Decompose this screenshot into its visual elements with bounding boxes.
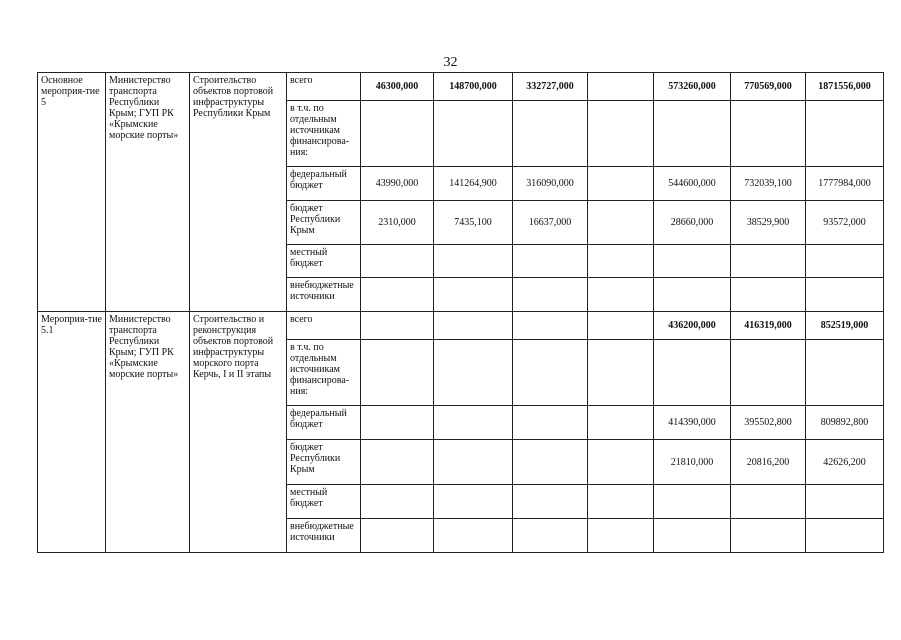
value-cell (513, 440, 588, 485)
value-cell (806, 485, 884, 519)
value-cell: 852519,000 (806, 312, 884, 340)
value-cell (513, 340, 588, 406)
value-cell (434, 406, 513, 440)
value-cell: 316090,000 (513, 167, 588, 201)
funding-source-cell: внебюджетные источники (287, 519, 361, 553)
value-cell (654, 278, 731, 312)
value-cell (654, 340, 731, 406)
value-cell (513, 519, 588, 553)
value-cell (588, 485, 654, 519)
value-cell: 38529,900 (731, 201, 806, 245)
value-cell (588, 312, 654, 340)
value-cell (806, 519, 884, 553)
funding-source-cell: федеральный бюджет (287, 406, 361, 440)
value-cell: 148700,000 (434, 73, 513, 101)
value-cell (361, 278, 434, 312)
value-cell (806, 340, 884, 406)
value-cell: 2310,000 (361, 201, 434, 245)
funding-source-cell: бюджет Республики Крым (287, 440, 361, 485)
value-cell (513, 312, 588, 340)
value-cell (513, 278, 588, 312)
value-cell (731, 485, 806, 519)
value-cell: 21810,000 (654, 440, 731, 485)
value-cell (731, 101, 806, 167)
value-cell: 93572,000 (806, 201, 884, 245)
value-cell (588, 167, 654, 201)
funding-source-cell: внебюджетные источники (287, 278, 361, 312)
value-cell: 573260,000 (654, 73, 731, 101)
budget-table (37, 72, 884, 553)
value-cell (654, 101, 731, 167)
value-cell (654, 245, 731, 278)
value-cell (588, 73, 654, 101)
funding-source-cell: в т.ч. по отдельным источникам финансирова-ния: (287, 340, 361, 406)
value-cell (731, 245, 806, 278)
value-cell: 28660,000 (654, 201, 731, 245)
value-cell: 732039,100 (731, 167, 806, 201)
value-cell: 42626,200 (806, 440, 884, 485)
value-cell (731, 519, 806, 553)
value-cell (731, 340, 806, 406)
value-cell: 332727,000 (513, 73, 588, 101)
value-cell (361, 101, 434, 167)
measure-cell: Основное мероприя-тие 5 (38, 73, 106, 312)
value-cell (434, 278, 513, 312)
value-cell (588, 340, 654, 406)
value-cell: 395502,800 (731, 406, 806, 440)
page-number: 32 (443, 55, 458, 70)
value-cell: 414390,000 (654, 406, 731, 440)
value-cell: 544600,000 (654, 167, 731, 201)
value-cell: 46300,000 (361, 73, 434, 101)
value-cell: 141264,900 (434, 167, 513, 201)
value-cell (588, 519, 654, 553)
value-cell (361, 312, 434, 340)
value-cell (588, 278, 654, 312)
value-cell (513, 101, 588, 167)
value-cell (588, 101, 654, 167)
value-cell (434, 340, 513, 406)
value-cell: 7435,100 (434, 201, 513, 245)
measure-cell: Мероприя-тие 5.1 (38, 312, 106, 553)
measure-name-cell: Строительство объектов портовой инфраструктуры Республики Крым (190, 73, 287, 312)
measure-name-cell: Строительство и реконструкция объектов портовой инфраструктуры морского порта Керчь, I и II этапы (190, 312, 287, 553)
value-cell (654, 519, 731, 553)
executor-cell: Министерство транспорта Республики Крым; ГУП РК «Крымские морские порты» (106, 73, 190, 312)
value-cell (806, 101, 884, 167)
value-cell (434, 440, 513, 485)
value-cell: 1777984,000 (806, 167, 884, 201)
funding-source-cell: местный бюджет (287, 485, 361, 519)
value-cell (434, 485, 513, 519)
value-cell (361, 340, 434, 406)
value-cell (588, 406, 654, 440)
value-cell: 1871556,000 (806, 73, 884, 101)
value-cell (361, 245, 434, 278)
funding-source-cell: бюджет Республики Крым (287, 201, 361, 245)
value-cell: 20816,200 (731, 440, 806, 485)
value-cell (588, 245, 654, 278)
value-cell (588, 440, 654, 485)
value-cell (513, 406, 588, 440)
value-cell (434, 245, 513, 278)
funding-source-cell: местный бюджет (287, 245, 361, 278)
value-cell: 770569,000 (731, 73, 806, 101)
funding-source-cell: федеральный бюджет (287, 167, 361, 201)
value-cell: 436200,000 (654, 312, 731, 340)
value-cell (806, 245, 884, 278)
value-cell (806, 278, 884, 312)
value-cell (434, 519, 513, 553)
value-cell (434, 312, 513, 340)
value-cell (361, 406, 434, 440)
value-cell (434, 101, 513, 167)
funding-source-cell: в т.ч. по отдельным источникам финансирова-ния: (287, 101, 361, 167)
value-cell: 416319,000 (731, 312, 806, 340)
table-row (38, 312, 884, 340)
value-cell (361, 440, 434, 485)
funding-source-cell: всего (287, 312, 361, 340)
table-row (38, 73, 884, 101)
value-cell (361, 485, 434, 519)
value-cell (361, 519, 434, 553)
value-cell: 809892,800 (806, 406, 884, 440)
value-cell (588, 201, 654, 245)
funding-source-cell: всего (287, 73, 361, 101)
executor-cell: Министерство транспорта Республики Крым; ГУП РК «Крымские морские порты» (106, 312, 190, 553)
value-cell: 43990,000 (361, 167, 434, 201)
value-cell (731, 278, 806, 312)
value-cell (654, 485, 731, 519)
value-cell (513, 245, 588, 278)
value-cell (513, 485, 588, 519)
value-cell: 16637,000 (513, 201, 588, 245)
